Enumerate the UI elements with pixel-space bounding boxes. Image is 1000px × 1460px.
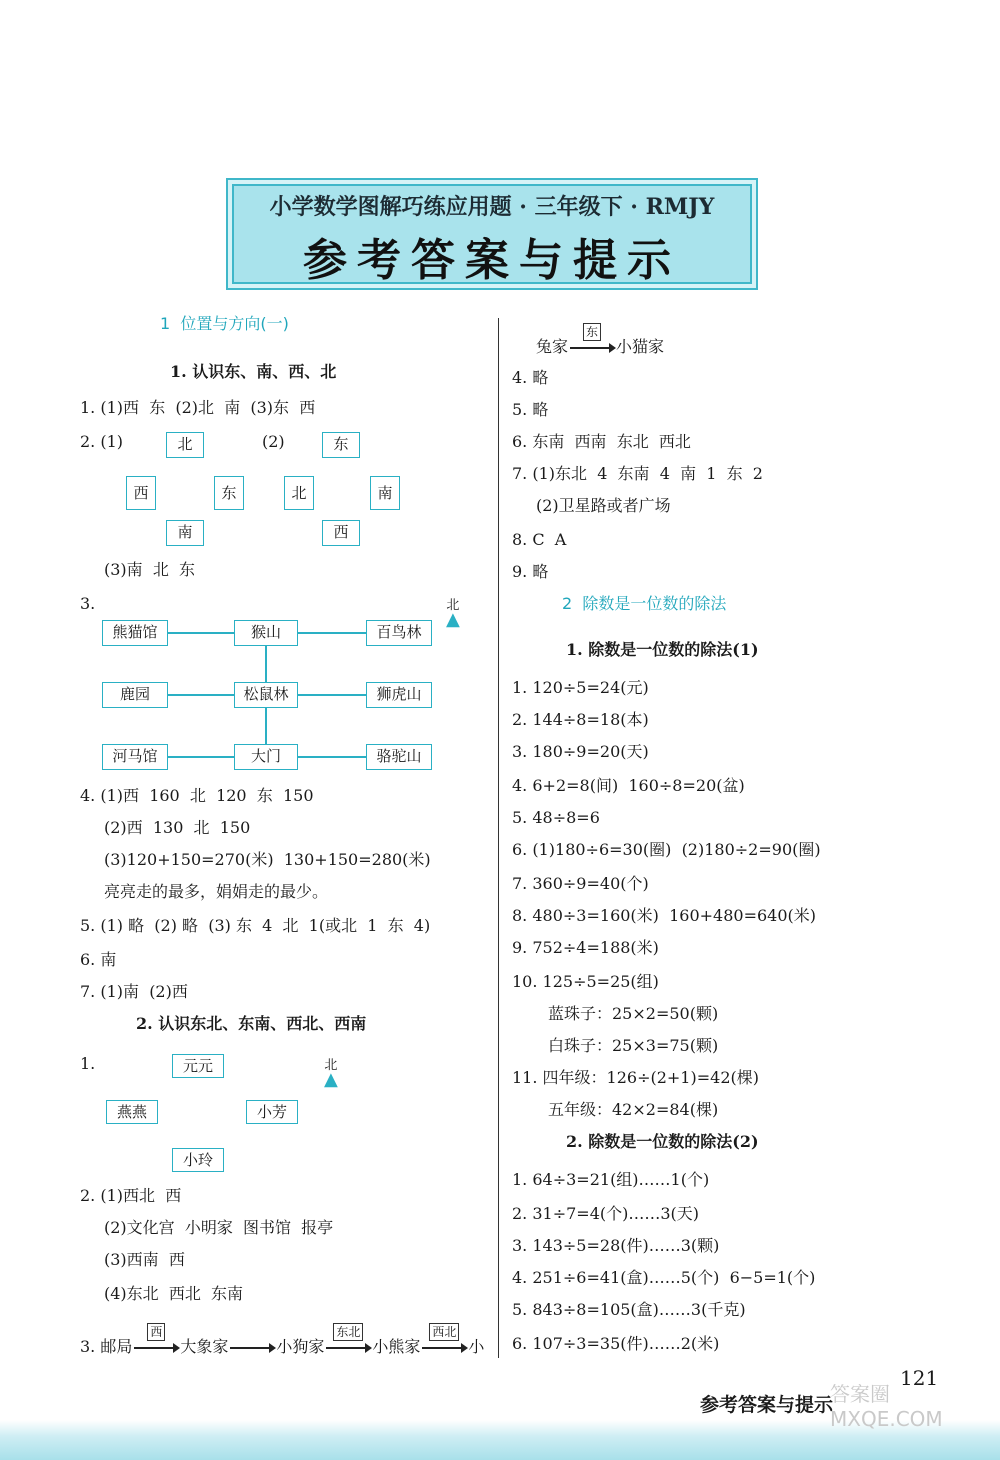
- title-banner: [226, 178, 758, 290]
- map-location: 骆驼山: [366, 744, 432, 770]
- answer-line: 10. 125÷5=25(组): [512, 972, 659, 991]
- banner-title: 参考答案与提示: [303, 235, 681, 286]
- map-path: [296, 632, 366, 634]
- name-box: 元元: [172, 1054, 224, 1078]
- answer-line: 4. (1)西 160 北 120 东 150: [80, 786, 314, 805]
- route-arrow-icon: 西: [134, 1347, 178, 1349]
- route-line: 兔家 东 小猫家: [536, 324, 665, 356]
- answer-line: 6. 东南 西南 东北 西北: [512, 432, 691, 451]
- answer-line: 8. 480÷3=160(米) 160+480=640(米): [512, 906, 816, 925]
- map-location: 熊猫馆: [102, 620, 168, 646]
- answer-line: 4. 251÷6=41(盒)……5(个) 6−5=1(个): [512, 1268, 816, 1287]
- map-location: 松鼠林: [234, 682, 298, 708]
- compass-box-east: 东: [214, 476, 244, 510]
- north-arrow-icon: ▲: [446, 609, 460, 630]
- map-location: 百鸟林: [366, 620, 432, 646]
- answer-line: 4. 6+2=8(间) 160÷8=20(盆): [512, 776, 745, 795]
- banner-subtitle: 小学数学图解巧练应用题 · 三年级下 · RMJY: [269, 194, 715, 220]
- map-path: [166, 632, 234, 634]
- compass-box-west: 西: [126, 476, 156, 510]
- map-location: 狮虎山: [366, 682, 432, 708]
- answer-line: 蓝珠子：25×2=50(颗): [548, 1004, 719, 1023]
- page-number: 121: [900, 1366, 939, 1390]
- footer-text: 参考答案与提示: [700, 1394, 834, 1416]
- answer-line: 6. (1)180÷6=30(圈) (2)180÷2=90(圈): [512, 840, 821, 859]
- answer-line: (2)西 130 北 150: [104, 818, 251, 837]
- answer-line: 3.: [80, 594, 96, 613]
- compass-box-east: 南: [370, 476, 400, 510]
- answer-line: 6. 107÷3=35(件)……2(米): [512, 1334, 720, 1353]
- section-1-1-title: 1. 认识东、南、西、北: [170, 362, 337, 381]
- answer-line: 9. 752÷4=188(米): [512, 938, 659, 957]
- route-line: 3. 邮局 西 大象家 小狗家 东北 小熊家 西北 小: [80, 1324, 485, 1356]
- answer-line: 1. 120÷5=24(元): [512, 678, 649, 697]
- map-location: 鹿园: [102, 682, 168, 708]
- answer-line: 2. (1)西北 西: [80, 1186, 182, 1205]
- chapter-1-title: 1 位置与方向(一): [160, 314, 289, 333]
- answer-line: 2. 144÷8=18(本): [512, 710, 649, 729]
- map-path: [166, 756, 234, 758]
- answer-line: 11. 四年级：126÷(2+1)=42(棵): [512, 1068, 759, 1087]
- answer-line: 1. 64÷3=21(组)……1(个): [512, 1170, 710, 1189]
- map-location: 大门: [234, 744, 298, 770]
- answer-line: 1.: [80, 1054, 96, 1073]
- answer-line: 5. (1) 略 (2) 略 (3) 东 4 北 1(或北 1 东 4): [80, 916, 431, 935]
- answer-line: 2. (1): [80, 432, 124, 451]
- map-location: 猴山: [234, 620, 298, 646]
- answer-line: 亮亮走的最多，娟娟走的最少。: [104, 882, 329, 901]
- map-path: [265, 706, 267, 746]
- answer-line: 7. 360÷9=40(个): [512, 874, 649, 893]
- answer-line: 3. 143÷5=28(件)……3(颗): [512, 1236, 720, 1255]
- route-arrow-icon: 西北: [422, 1347, 466, 1349]
- column-divider: [498, 318, 499, 1358]
- answer-line: 8. C A: [512, 530, 567, 549]
- map-path: [265, 644, 267, 684]
- answer-line: (2): [262, 432, 285, 451]
- north-indicator: 北 ▲: [446, 598, 460, 630]
- compass-box-south: 南: [166, 520, 204, 546]
- route-arrow-icon: [230, 1347, 274, 1349]
- map-path: [296, 694, 366, 696]
- section-1-2-title: 2. 认识东北、东南、西北、西南: [136, 1014, 367, 1033]
- route-arrow-icon: 东北: [326, 1347, 370, 1349]
- answer-line: 1. (1)西 东 (2)北 南 (3)东 西: [80, 398, 316, 417]
- compass-box-south: 西: [322, 520, 360, 546]
- answer-line: 5. 略: [512, 400, 549, 419]
- answer-line: 白珠子：25×3=75(颗): [548, 1036, 719, 1055]
- map-path: [296, 756, 366, 758]
- north-indicator: 北 ▲: [324, 1058, 338, 1090]
- answer-line: (4)东北 西北 东南: [104, 1284, 244, 1303]
- answer-line: 2. 31÷7=4(个)……3(天): [512, 1204, 700, 1223]
- section-2-1-title: 1. 除数是一位数的除法(1): [566, 640, 759, 659]
- answer-line: (3)西南 西: [104, 1250, 185, 1269]
- name-box: 小玲: [172, 1148, 224, 1172]
- route-arrow-icon: 东: [570, 347, 614, 349]
- map-location: 河马馆: [102, 744, 168, 770]
- answer-line: (2)卫星路或者广场: [536, 496, 671, 515]
- answer-line: 7. (1)东北 4 东南 4 南 1 东 2: [512, 464, 763, 483]
- watermark-logo: 答案圈 MXQE.COM: [830, 1382, 943, 1431]
- compass-box-north: 东: [322, 432, 360, 458]
- answer-line: 4. 略: [512, 368, 549, 387]
- north-arrow-icon: ▲: [324, 1069, 338, 1090]
- answer-line: 3. 180÷9=20(天): [512, 742, 649, 761]
- answer-line: (3)120+150=270(米) 130+150=280(米): [104, 850, 431, 869]
- answer-line: (3)南 北 东: [104, 560, 196, 579]
- answer-line: (2)文化宫 小明家 图书馆 报亭: [104, 1218, 334, 1237]
- answer-line: 9. 略: [512, 562, 549, 581]
- answer-line: 五年级：42×2=84(棵): [548, 1100, 719, 1119]
- answer-line: 5. 843÷8=105(盒)……3(千克): [512, 1300, 746, 1319]
- answer-line: 6. 南: [80, 950, 117, 969]
- compass-box-north: 北: [166, 432, 204, 458]
- chapter-2-title: 2 除数是一位数的除法: [562, 594, 727, 613]
- answer-line: 7. (1)南 (2)西: [80, 982, 188, 1001]
- name-box: 燕燕: [106, 1100, 158, 1124]
- map-path: [166, 694, 234, 696]
- answer-line: 5. 48÷8=6: [512, 808, 600, 827]
- section-2-2-title: 2. 除数是一位数的除法(2): [566, 1132, 759, 1151]
- name-box: 小芳: [246, 1100, 298, 1124]
- compass-box-west: 北: [284, 476, 314, 510]
